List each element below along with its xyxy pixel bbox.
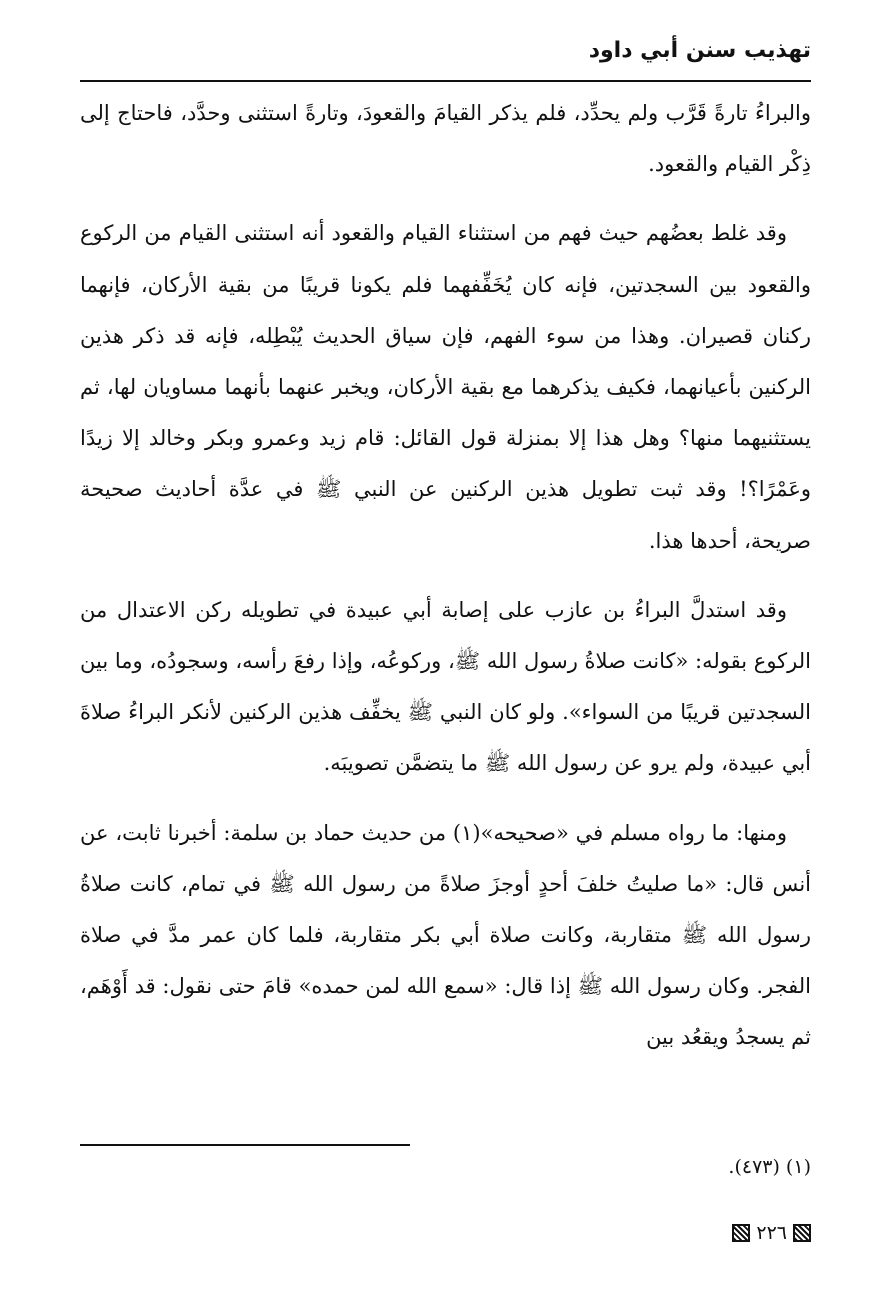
paragraph: ومنها: ما رواه مسلم في «صحيحه»(١) من حديث حماد بن سلمة: أخبرنا ثابت، عن أنس قال: «ما صليتُ خلفَ أحدٍ أوجزَ صلاةً من رسول الله ﷺ في تمام، كانت صلاةُ رسول الله ﷺ متقاربة، وكانت صلاة أبي بكر متقاربة، فلما كان عمر مدَّ في صلاة الفجر. وكان رسول الله ﷺ إذا قال: «سمع الله لمن حمده» قامَ حتى نقول: قد أَوْهَم، ثم يسجدُ ويقعُد بين [80,820,811,1050]
footnote-divider [80,1144,410,1146]
paragraph: وقد استدلَّ البراءُ بن عازب على إصابة أبي عبيدة في تطويله ركن الاعتدال من الركوع بقوله: «كانت صلاةُ رسول الله ﷺ، وركوعُه، وإذا رفعَ رأسه، وسجودُه، وما بين السجدتين قريبًا من السواء». ولو كان النبي ﷺ يخفِّف هذين الركنين لأنكر البراءُ صلاةَ أبي عبيدة، ولم يرو عن رسول الله ﷺ ما يتضمَّن تصويبَه. [80,597,811,776]
footnote: (١) (٤٧٣). [728,1156,811,1178]
ornament-icon [732,1224,750,1242]
page-number-block [732,1222,811,1244]
paragraph: وقد غلط بعضُهم حيث فهم من استثناء القيام والقعود أنه استثنى القيام من الركوع والقعود بين السجدتين، فإنه كان يُخَفِّفهما فلم يكونا قريبًا من بقية الأركان، فإنهما ركنان قصيران. وهذا من سوء الفهم، فإن سياق الحديث يُبْطِله، فإنه قد ذكر هذين الركنين بأعيانهما، فكيف يذكرهما مع بقية الأركان، ويخبر عنهما بأنهما مساويان لها، ثم يستثنيهما منها؟ وهل هذا إلا بمنزلة قول القائل: قام زيد وعمرو وبكر وخالد إلا زيدًا وعَمْرًا؟! وقد ثبت تطويل هذين الركنين عن النبي ﷺ في عدَّة أحاديث صحيحة صريحة، أحدها هذا. [80,221,811,553]
paragraph: والبراءُ تارةً قَرَّب ولم يحدِّد، فلم يذكر القيامَ والقعودَ، وتارةً استثنى وحدَّد، فاحتاج إلى ذِكْر القيام والقعود. [80,101,811,177]
page-number: ٢٢٦ [756,1222,787,1244]
running-header [80,28,811,82]
book-title: تهذيب سنن أبي داود [588,38,811,63]
ornament-icon [793,1224,811,1242]
main-text [80,88,811,1082]
